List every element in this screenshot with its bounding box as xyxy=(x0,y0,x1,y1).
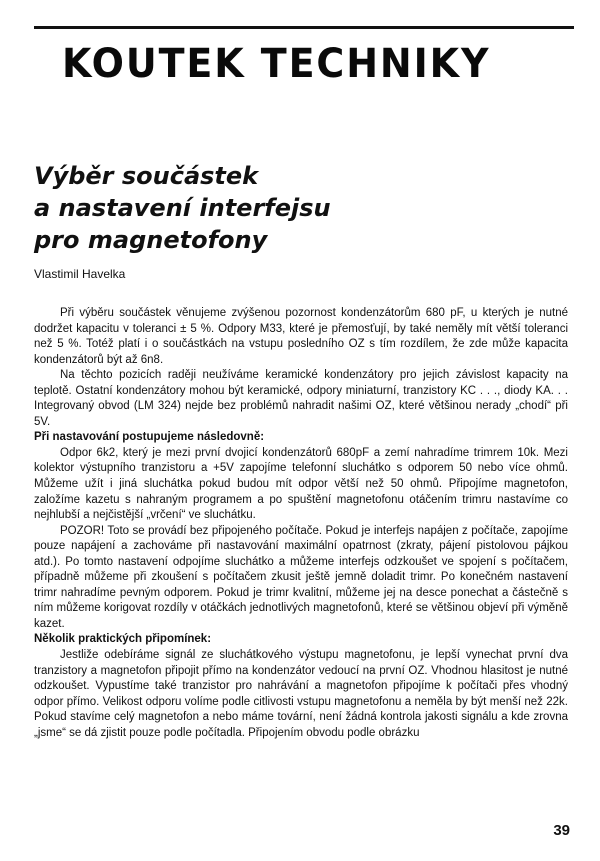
section-title: KOUTEK TECHNIKY xyxy=(62,41,491,87)
subheading: Několik praktických připomínek: xyxy=(34,633,212,646)
paragraph: Na těchto pozicích raději neužíváme keramické kondenzátory pro jejich závislost kapacity na teplotě. Ostatní kondenzátory mohou být keramické, odpory miniaturní, tranzistory KC . . ., diody KA. . . Integrovaný obvod (LM 324) nejde bez problémů nahradit našimi OZ, které většinou neradу „chodí“ při 5V. xyxy=(34,369,568,428)
article-title xyxy=(34,160,454,256)
paragraph: Odpor 6k2, který je mezi první dvojicí kondenzátorů 680pF a zemí nahradíme trimrem 10k. Mezi kolektor výstupního tranzistoru a +5V zapojíme telefonní sluchátko s odporem 50 nebo více ohmů. Můžeme užít i jiná sluchátka pokud budou mít odpor větší než 50 ohmů. Připojíme magnetofon, založíme kazetu s nahraným programem a po spuštění magnetofonu otáčením trimru nastavíme co nejhlubší a nejčistější „vrčení“ ve sluchátku. xyxy=(34,446,568,522)
top-rule xyxy=(34,26,574,29)
author-name: Vlastimil Havelka xyxy=(34,267,126,281)
subheading: Při nastavování postupujeme následovně: xyxy=(34,431,265,444)
article-body xyxy=(34,306,568,741)
article-title-line: a nastavení interfejsu xyxy=(34,194,331,222)
article-title-line: pro magnetofony xyxy=(34,226,268,254)
article-title-line: Výběr součástek xyxy=(34,162,259,190)
paragraph: Jestliže odebíráme signál ze sluchátkového výstupu magnetofonu, je lepší vynechat první dva tranzistory a magnetofon připojit přímo na kondenzátor vedoucí na první OZ. Vhodnou hlasitost je nutné odzkoušet. Vypustíme také tranzistor pro nahrávání a magnetofon připojíme k počítači přes vhodný odpor přímo. Velikost odporu volíme podle citlivosti vstupu magnetofonu a neměla by být menší než 22k. Pokud stavíme celý magnetofon a nebo máme tovární, není žádná kontrola jakosti signálu a kde zrovna „jsme“ se dá zjistit pouze podle počítadla. Připojením obvodu podle obrázku xyxy=(34,649,568,739)
paragraph: Při výběru součástek věnujeme zvýšenou pozornost kondenzátorům 680 pF, u kterých je nutné dodržet kapacitu v toleranci ± 5 %. Odpory M33, které je přemosťují, by také neměly mít větší toleranci než 5 %. Totéž platí i o součástkách na vstupu posledního OZ s tím rozdílem, že zde může kapacita kondenzátorů být až 6n8. xyxy=(34,307,568,366)
paragraph: POZOR! Toto se provádí bez připojeného počítače. Pokud je interfejs napájen z počítače, zapojíme pouze napájení a zachováme při nastavování maximální opatrnost (zkraty, pájení pistolovou pájkou atd.). Po tomto nastavení odpojíme sluchátko a můžeme interfejs odzkoušet ve spojení s počítačem, případně můžeme při zkoušení s počítačem zkusit ještě jemně doladit trimr. Po konečném nastavení trimr nahradíme pevným odporem. Pokud je trimr kvalitní, můžeme jej na desce ponechat a částečně s ním můžeme korigovat rozdíly v otáčkách jednotlivých magnetofonů, které se většinou objeví při výměně kazet. xyxy=(34,524,568,630)
page-number: 39 xyxy=(553,822,570,839)
